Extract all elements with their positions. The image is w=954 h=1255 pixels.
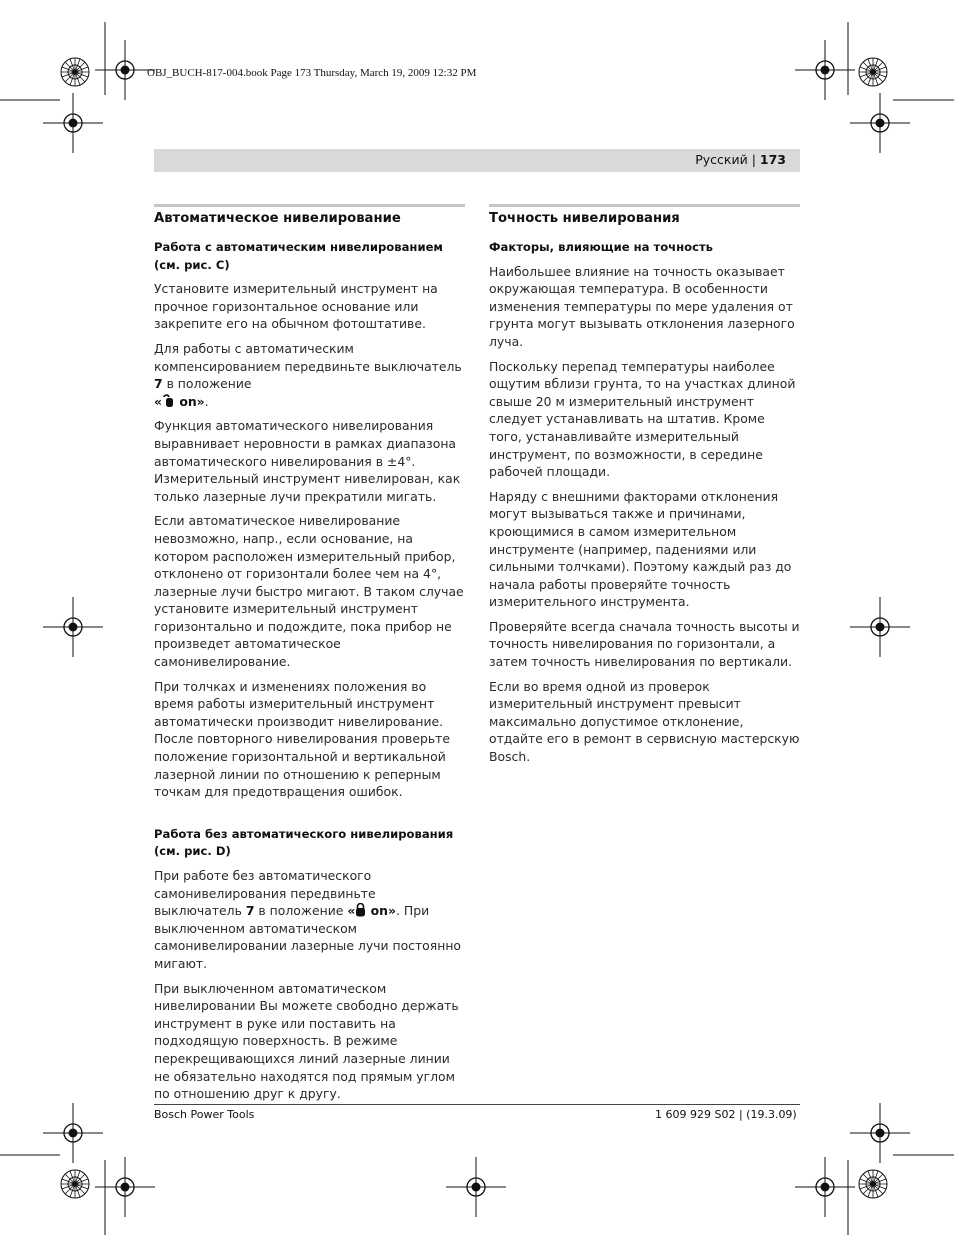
switch-number: 7 [245, 903, 255, 919]
paragraph: При толчках и изменениях положения во время работы измерительный инструмент автоматически производит нивелирование. После повторного нивелирования проверьте положение горизонтальной и вертикальной лазерной линии по отношению к реперным точкам для предотвращения ошибок. [154, 678, 450, 800]
header-language: Русский [695, 152, 748, 167]
print-header: OBJ_BUCH-817-004.book Page 173 Thursday, March 19, 2009 12:32 PM [147, 67, 477, 79]
paragraph: Проверяйте всегда сначала точность высоты и точность нивелирования по горизонтали, а затем точность нивелирования по вертикали. [489, 618, 800, 670]
paragraph-switch-auto [154, 340, 465, 410]
footer-rule [154, 1104, 800, 1105]
paragraph: Наибольшее влияние на точность оказывает окружающая температура. В особенности изменения температуры по мере удаления от грунта могут вызывать отклонения лазерного луча. [489, 263, 795, 349]
paragraph: Функция автоматического нивелирования выравнивает неровности в рамках диапазона автоматического нивелирования в ±4°. Измерительный инструмент нивелирован, как только лазерные лучи прекратили мигать. [154, 418, 461, 504]
paragraph: При выключенном автоматическом нивелировании Вы можете свободно держать инструмент в руке или поставить на подходящую поверхность. В режиме перекрещивающихся линий лазерные линии не обязательно находятся под прямым углом по отношению друг к другу. [154, 980, 459, 1102]
section-rule [154, 204, 465, 207]
paragraph: Если во время одной из проверок измерительный инструмент превысит максимально допустимое отклонение, отдайте его в ремонт в сервисную мастерскую Bosch. [489, 678, 800, 765]
crop-lines-top [0, 22, 954, 100]
switch-label: on» [175, 393, 205, 409]
footer-brand: Bosch Power Tools [154, 1108, 255, 1121]
paragraph: Поскольку перепад температуры наиболее ощутим вблизи грунта, то на участках длиной свыше 20 м измерительный инструмент следует устанавливать на штатив. Кроме того, устанавливайте измерительный инструмент, по возможности, в середине рабочей площади. [489, 358, 796, 480]
quote-open: « [154, 393, 163, 409]
paragraph: Если автоматическое нивелирование невозможно, напр., если основание, на котором расположен измерительный прибор, отклонено от горизонтали более чем на 4°, лазерные лучи быстро мигают. В таком случае установите измерительный инструмент горизонтально и подождите, пока прибор не произведет автоматическое самонивелирование. [154, 513, 464, 670]
pendulum-locked-icon [355, 903, 366, 917]
switch-label: on» [366, 903, 397, 919]
page-number: 173 [759, 152, 786, 167]
page-header-label [695, 152, 786, 167]
section-rule [489, 204, 800, 207]
left-column [154, 204, 465, 1110]
quote-open: « [347, 903, 356, 919]
text: . [204, 393, 209, 409]
text: При работе без автоматического самонивелирования передвиньте выключатель [154, 868, 376, 919]
text: Для работы с автоматическим компенсированием передвиньте выключатель [154, 340, 462, 374]
right-column [489, 204, 800, 773]
paragraph-switch-manual [154, 867, 465, 973]
page-header-bar [154, 149, 800, 172]
footer-doc-number: 1 609 929 S02 | (19.3.09) [655, 1108, 797, 1121]
subheading-accuracy-factors: Факторы, влияющие на точность [489, 240, 714, 254]
pendulum-unlocked-icon [162, 394, 175, 408]
switch-number: 7 [154, 376, 163, 392]
header-separator: | [747, 152, 760, 167]
paragraph: Установите измерительный инструмент на прочное горизонтальное основание или закрепите его на обычном фотоштативе. [154, 281, 438, 332]
crop-lines-bottom [0, 1155, 954, 1235]
section-heading-auto-leveling: Автоматическое нивелирование [154, 211, 401, 226]
subheading-manual-leveling: Работа без автоматического нивелирования (см. рис. D) [154, 826, 454, 859]
text: . При выключенном автоматическом самонивелировании лазерные лучи постоянно мигают. [154, 903, 462, 971]
subheading-auto-leveling-work: Работа с автоматическим нивелированием (см. рис. C) [154, 240, 443, 272]
paragraph: Наряду с внешними факторами отклонения могут вызываться также и причинами, кроющимися в самом измерительном инструменте (например, падениями или сильными толчками). Поэтому каждый раз до начала работы проверяйте точность измерительного инструмента. [489, 488, 792, 610]
text: в положение [254, 903, 348, 919]
section-heading-accuracy: Точность нивелирования [489, 211, 680, 226]
text: в положение [162, 376, 252, 392]
